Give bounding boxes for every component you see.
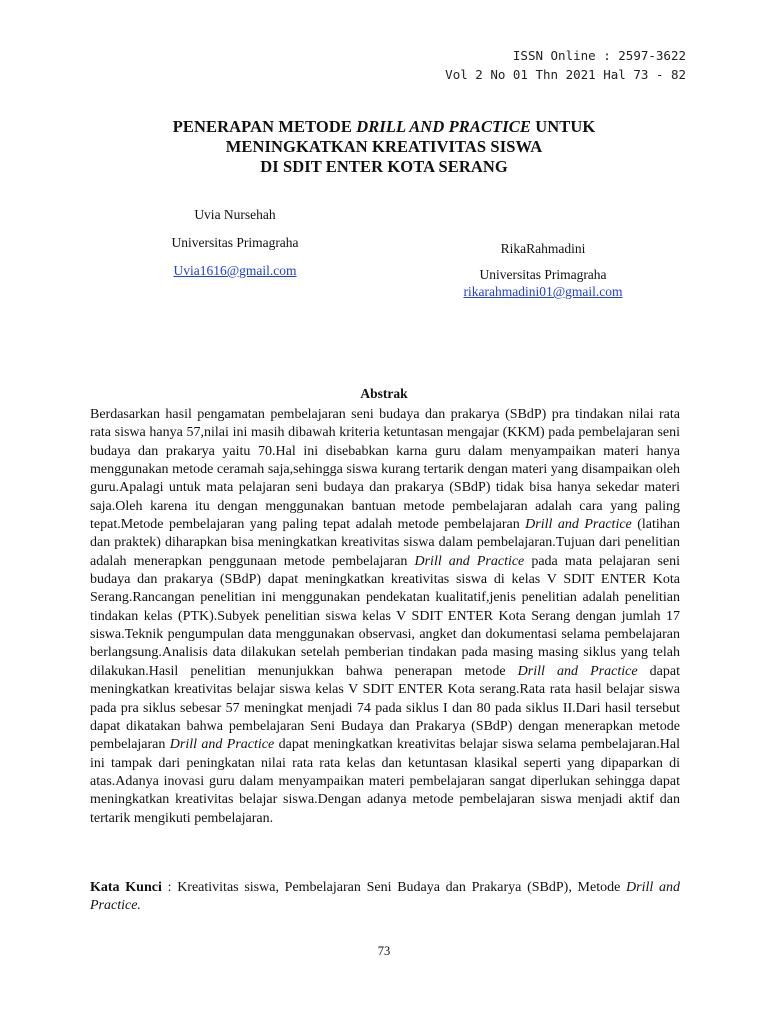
title-italic: DRILL AND PRACTICE: [356, 117, 531, 136]
title-text: PENERAPAN METODE: [172, 117, 357, 136]
abstract-text: Berdasarkan hasil pengamatan pembelajaran seni budaya dan prakarya (SBdP) pra tindakan nilai rata rata siswa hanya 57,nilai ini masih dibawah kriteria ketuntasan mengajar (KKM) pada pembelajaran seni budaya dan prakarya yaitu 70.Hal ini disebabkan karna guru dalam menyampaikan materi hanya menggunakan metode ceramah saja,sehingga siswa kurang tertarik dengan materi yang disampaikan oleh guru.Apalagi untuk mata pelajaran seni budaya dan prakarya (SBdP) tidak bisa hanya sekedar materi saja.Oleh karena itu dengan menggunakan bantuan metode pembelajaran adalah cara yang paling tepat.Metode pembelajaran yang paling tepat adalah metode pembelajaran: [90, 407, 680, 533]
abstract-body: [90, 406, 680, 828]
keywords-text: Kreativitas siswa, Pembelajaran Seni Budaya dan Prakarya (SBdP), Metode: [177, 880, 627, 895]
author-block-1: [130, 206, 340, 279]
keywords-separator: :: [161, 880, 178, 895]
issn-line: ISSN Online : 2597-3622: [512, 48, 686, 63]
page-number: 73: [377, 944, 391, 958]
title-line-3: DI SDIT ENTER KOTA SERANG: [260, 157, 508, 176]
abstract-heading: Abstrak: [360, 386, 408, 401]
author-affiliation: Universitas Primagraha: [171, 235, 299, 250]
abstract-text: pada mata pelajaran seni budaya dan prakarya (SBdP) dapat meningkatkan kreativitas siswa di kelas V SDIT ENTER Kota Serang.Rancangan penelitian ini menggunakan pendekatan kualitatif,jenis penelitian adalah penelitian tindakan kelas (PTK).Subyek penelitian siswa kelas V SDIT ENTER Kota Serang dengan jumlah 17 siswa.Teknik pengumpulan data menggunakan observasi, angket dan dokumentasi selama pembelajaran berlangsung.Analisis data dilakukan setelah pemberian tindakan pada masing masing siklus yang telah dilakukan.Hasil penelitian menunjukkan bahwa penerapan metode: [90, 553, 681, 679]
abstract-italic: Drill and Practice: [169, 737, 275, 753]
author-name: Uvia Nursehah: [194, 207, 276, 222]
abstract-text: dapat meningkatkan kreativitas belajar siswa kelas V SDIT ENTER Kota serang.Rata rata hasil belajar siswa pada pra siklus sebesar 57 meningkat menjadi 74 pada siklus I dan 80 pada siklus II.Dari hasil tersebut dapat dikatakan bahwa pembelajaran Seni Budaya dan Prakarya (SBdP) dengan menerapkan metode pembelajaran: [90, 663, 680, 753]
author-email-link[interactable]: Uvia1616@gmail.com: [173, 263, 297, 278]
author-name: RikaRahmadini: [500, 241, 586, 256]
abstract-italic: Drill and Practice: [414, 553, 525, 569]
volume-line: Vol 2 No 01 Thn 2021 Hal 73 - 82: [445, 67, 686, 82]
journal-header: [445, 46, 686, 84]
abstract-text: dapat meningkatkan kreativitas belajar siswa selama pembelajaran.Hal ini tampak dari peningkatan nilai rata rata kelas dan ketuntasan klasikal seperti yang dipaparkan di atas.Adanya inovasi guru dalam menyampaikan materi pembelajaran sangat diperlukan sehingga dapat meningkatkan kreativitas belajar siswa.Dengan adanya metode pembelajaran siswa menjadi aktif dan tertarik mengikuti pembelajaran.: [90, 737, 681, 826]
keywords: [90, 879, 680, 916]
abstract-italic: Drill and Practice: [525, 517, 632, 533]
author-affiliation: Universitas Primagraha: [479, 267, 607, 282]
keywords-italic: Drill and Practice.: [90, 880, 680, 914]
keywords-label: Kata Kunci: [90, 880, 162, 895]
author-email-link[interactable]: rikarahmadini01@gmail.com: [463, 284, 623, 299]
author-block-2: [438, 240, 648, 300]
paper-title: [90, 117, 678, 177]
abstract-italic: Drill and Practice: [517, 663, 638, 679]
abstract-text: (latihan dan praktek) diharapkan bisa meningkatkan kreativitas siswa dalam pembelajaran.Tujuan dari penelitian adalah menerapkan penggunaan metode pembelajaran: [90, 517, 680, 569]
title-line-2: MENINGKATKAN KREATIVITAS SISWA: [225, 137, 543, 156]
title-line-1: [90, 117, 678, 137]
title-text: UNTUK: [530, 117, 596, 136]
